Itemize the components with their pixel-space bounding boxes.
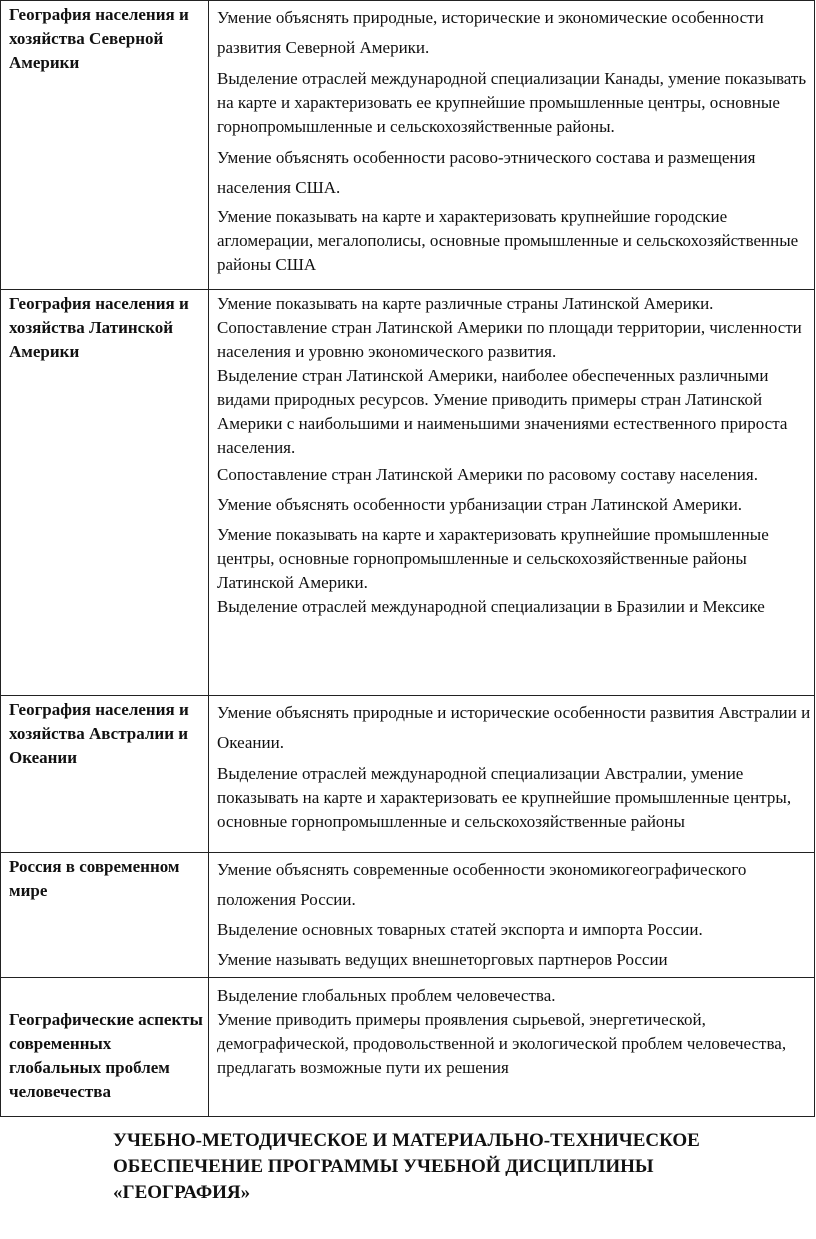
skill-text: Умение объяснять природные и исторические особенности развития Австралии и Океании. <box>217 703 811 752</box>
topic-cell: Россия в современном мире <box>1 853 209 978</box>
skill-text: Умение объяснять особенности расово-этнического состава и размещения населения США. <box>217 148 756 197</box>
skill-text: Сопоставление стран Латинской Америки по расовому составу населения. <box>217 465 758 484</box>
skill-text: Выделение отраслей международной специализации Австралии, умение показывать на карте и характеризовать ее крупнейшие промышленные центры, основные горнопромышленные и сельскохозяйственные районы <box>217 764 792 831</box>
table-row <box>1 853 815 978</box>
skill-text: Умение показывать на карте и характеризовать крупнейшие промышленные центры, основные горнопромышленные и сельскохозяйственные районы Латинской Америки. <box>217 525 769 592</box>
table-row <box>1 696 815 853</box>
topic-cell: Географические аспекты современных глобальных проблем человечества <box>1 978 209 1117</box>
skills-cell <box>209 853 815 978</box>
skill-text: Умение объяснять современные особенности экономикогеографического положения России. <box>217 860 747 909</box>
table-row <box>1 978 815 1117</box>
skill-text: Умение называть ведущих внешнеторговых партнеров России <box>217 950 668 969</box>
skills-cell <box>209 978 815 1117</box>
skill-text: Выделение основных товарных статей экспорта и импорта России. <box>217 920 703 939</box>
table-row <box>1 1 815 290</box>
skill-text: Сопоставление стран Латинской Америки по площади территории, численности населения и уровню экономического развития. <box>217 318 802 361</box>
skill-text: Умение приводить примеры проявления сырьевой, энергетической, демографической, продовольственной и экологической проблем человечества, предлагать возможные пути их решения <box>217 1010 787 1077</box>
skill-text: Умение объяснять природные, исторические и экономические особенности развития Северной Америки. <box>217 8 764 57</box>
topic-cell: География населения и хозяйства Латинской Америки <box>1 290 209 696</box>
skill-text: Выделение отраслей международной специализации Канады, умение показывать на карте и характеризовать ее крупнейшие промышленные центры, основные горнопромышленные и сельскохозяйственные районы. <box>217 69 807 136</box>
table-row <box>1 290 815 696</box>
topic-cell: География населения и хозяйства Австралии и Океании <box>1 696 209 853</box>
section-heading: УЧЕБНО-МЕТОДИЧЕСКОЕ И МАТЕРИАЛЬНО-ТЕХНИЧЕСКОЕ ОБЕСПЕЧЕНИЕ ПРОГРАММЫ УЧЕБНОЙ ДИСЦИПЛИНЫ «ГЕОГРАФИЯ» <box>113 1130 700 1203</box>
topic-cell: География населения и хозяйства Северной Америки <box>1 1 209 290</box>
skill-text: Выделение глобальных проблем человечества. <box>217 986 556 1005</box>
skill-text: Умение показывать на карте различные страны Латинской Америки. <box>217 294 714 313</box>
skill-text: Выделение стран Латинской Америки, наиболее обеспеченных различными видами природных ресурсов. Умение приводить примеры стран Латинской Америки с наибольшими и наименьшими значениями естественного прироста населения. <box>217 366 788 457</box>
skill-text: Умение объяснять особенности урбанизации стран Латинской Америки. <box>217 495 743 514</box>
skills-cell <box>209 290 815 696</box>
skill-text: Выделение отраслей международной специализации в Бразилии и Мексике <box>217 597 765 616</box>
skill-text: Умение показывать на карте и характеризовать крупнейшие городские агломерации, мегалополисы, основные промышленные и сельскохозяйственные районы США <box>217 207 799 274</box>
skills-cell <box>209 696 815 853</box>
skills-cell <box>209 1 815 290</box>
